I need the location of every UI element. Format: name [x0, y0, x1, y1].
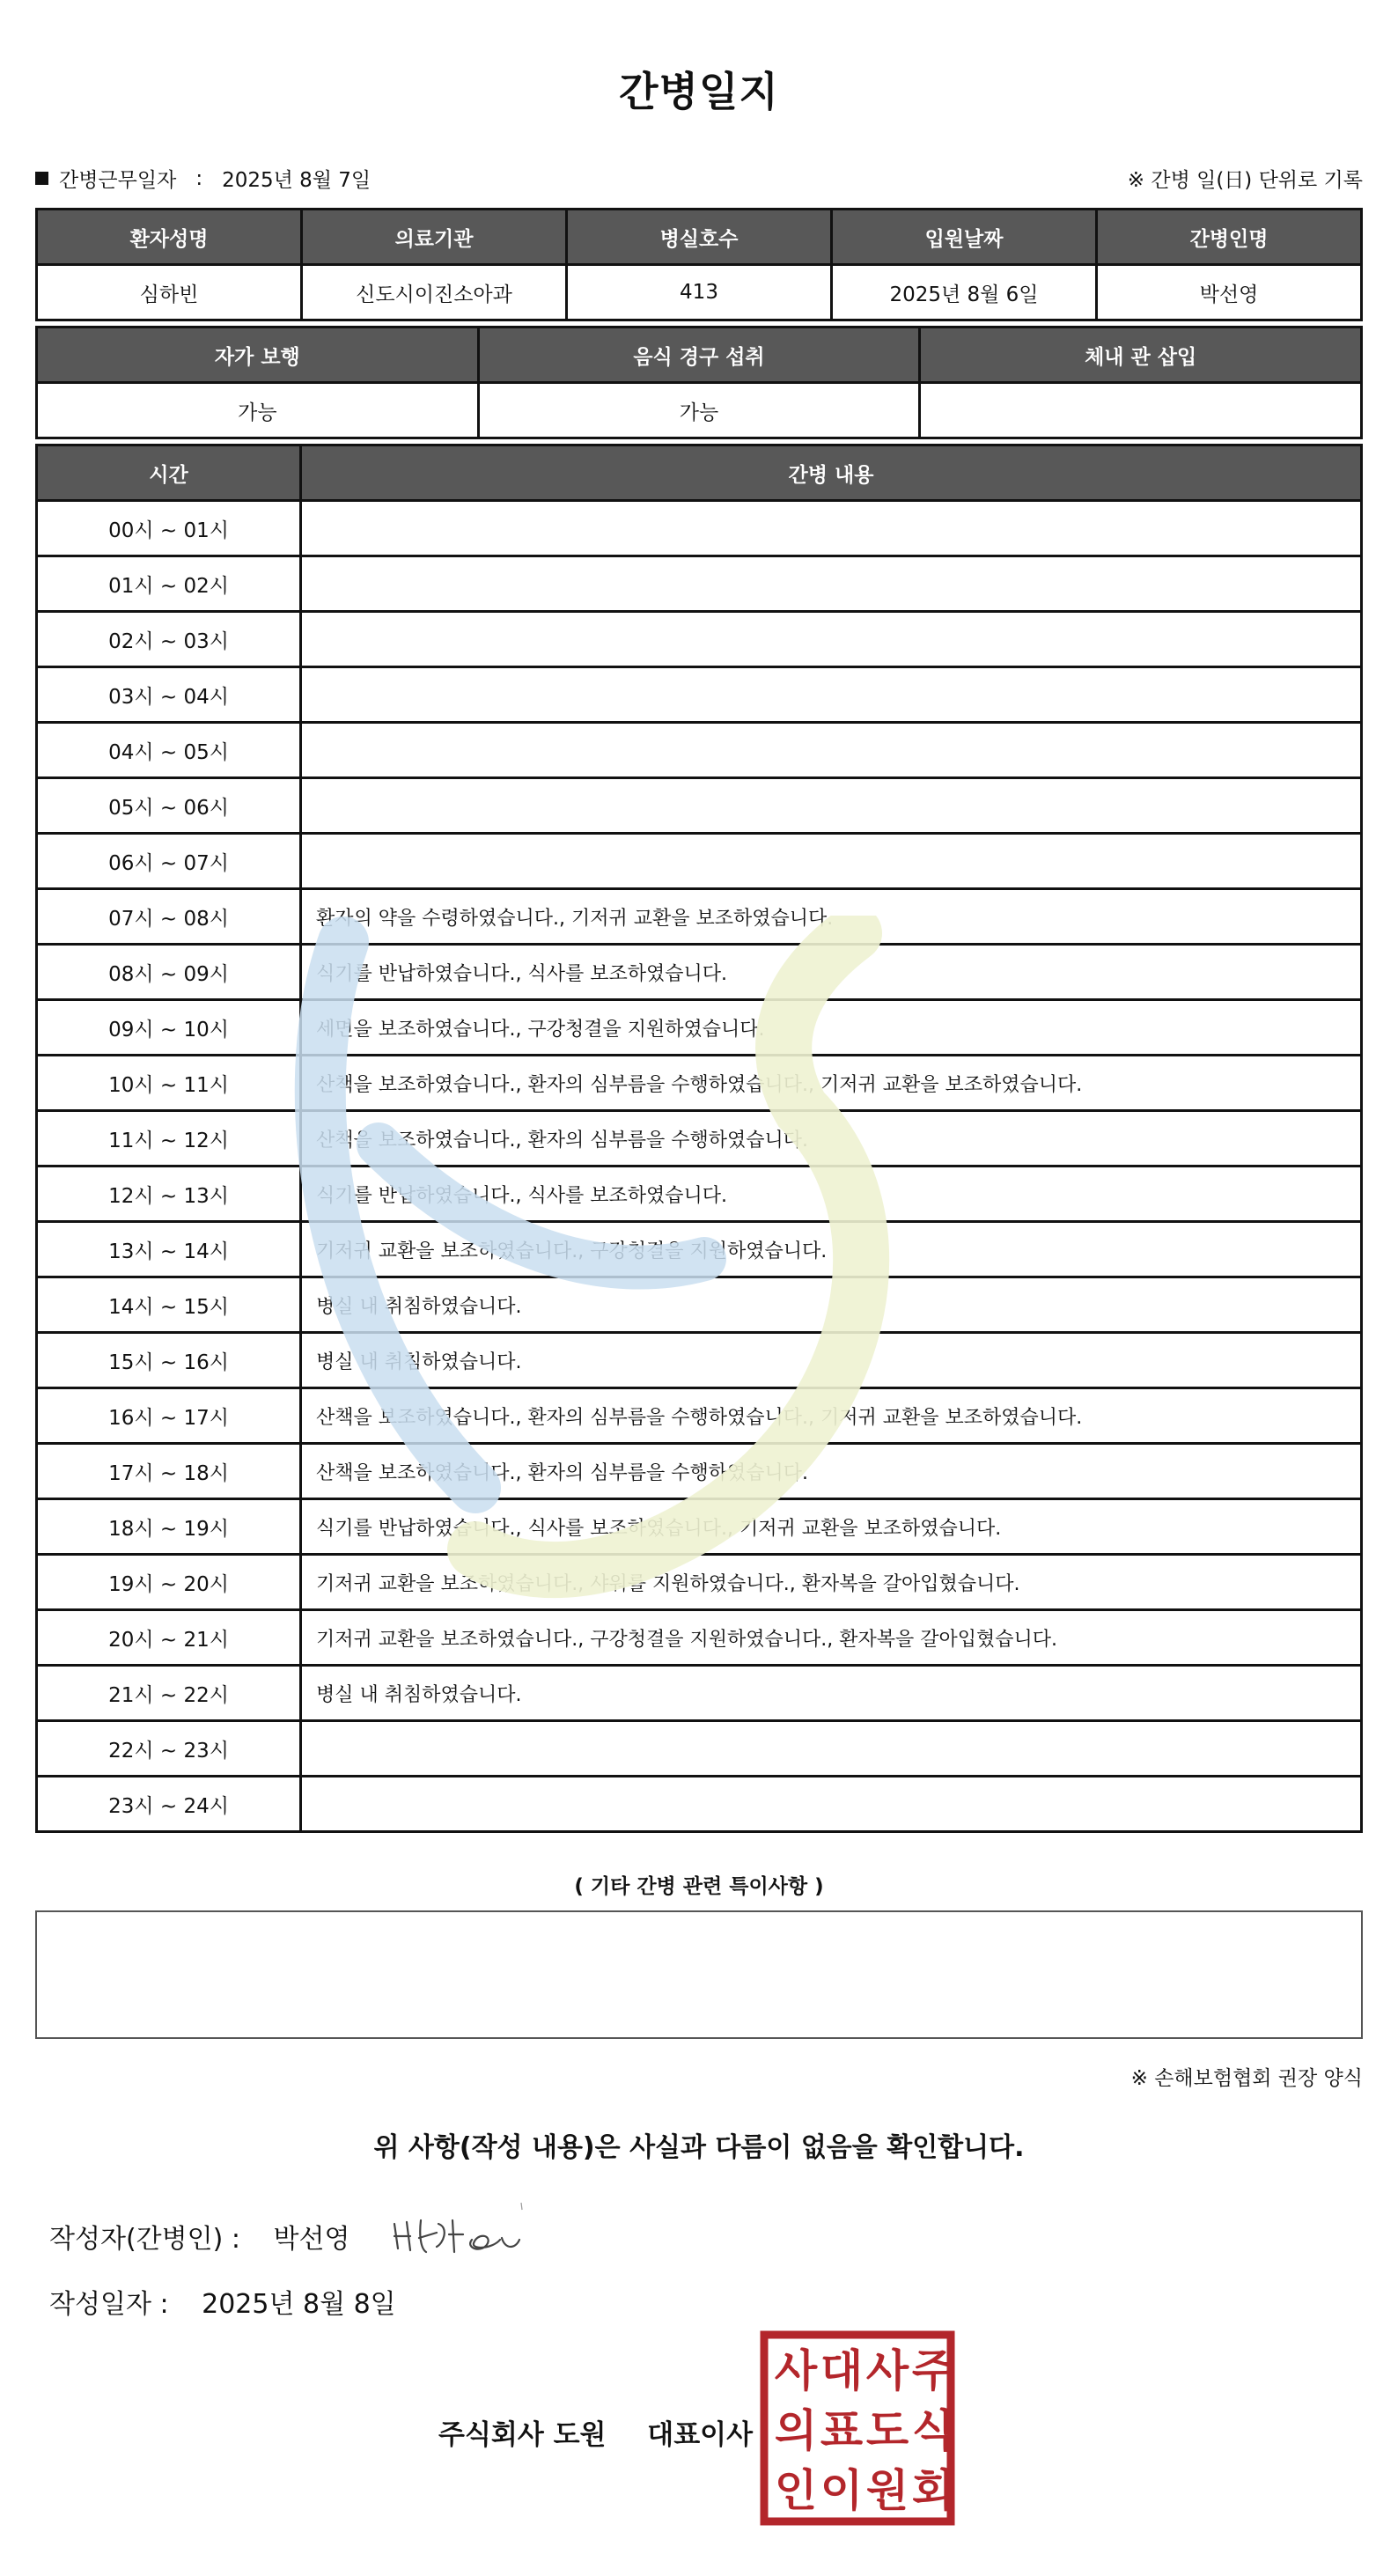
table-row [37, 1444, 1362, 1499]
care-content-cell: 산책을 보조하였습니다., 환자의 심부름을 수행하였습니다. [301, 1444, 1362, 1499]
seal-character: 대 [820, 2345, 864, 2396]
time-cell: 03시 ~ 04시 [37, 667, 301, 723]
time-cell: 13시 ~ 14시 [37, 1222, 301, 1277]
seal-character: 도 [865, 2405, 909, 2456]
signature-image [387, 2197, 537, 2268]
care-content-cell: 산책을 보조하였습니다., 환자의 심부름을 수행하였습니다., 기저귀 교환을 보조하였습니다. [301, 1056, 1362, 1111]
seal-character: 의 [774, 2405, 818, 2456]
room-number: 413 [567, 265, 832, 320]
work-date-separator: : [195, 166, 203, 190]
table-row [37, 1555, 1362, 1610]
writer-row [49, 2217, 350, 2256]
care-content-cell: 식기를 반납하였습니다., 식사를 보조하였습니다. [301, 1167, 1362, 1222]
document-title: 간병일지 [619, 68, 779, 115]
seal-character: 인 [774, 2465, 818, 2516]
ability-table [35, 326, 1363, 439]
form-note: ※ 손해보험협회 권장 양식 [1130, 2067, 1363, 2090]
care-content-cell: 산책을 보조하였습니다., 환자의 심부름을 수행하였습니다., 기저귀 교환을 보조하였습니다. [301, 1388, 1362, 1444]
company-representative: 대표이사 [647, 2419, 754, 2451]
table-row [37, 1333, 1362, 1388]
tube-insertion-value [920, 383, 1362, 438]
writer-name: 박선영 [273, 2224, 350, 2255]
care-content-cell [301, 834, 1362, 889]
header-patient-name: 환자성명 [37, 210, 302, 265]
table-row [37, 612, 1362, 667]
header-admission-date: 입원날짜 [832, 210, 1097, 265]
seal-character: 식 [911, 2405, 955, 2456]
time-cell: 06시 ~ 07시 [37, 834, 301, 889]
care-log-table [35, 444, 1363, 1833]
table-row [37, 1222, 1362, 1277]
table-row [37, 1388, 1362, 1444]
table-row [37, 1666, 1362, 1721]
care-content-cell [301, 1721, 1362, 1777]
care-content-cell: 기저귀 교환을 보조하였습니다., 구강청결을 지원하였습니다. [301, 1222, 1362, 1277]
record-note: ※ 간병 일(日) 단위로 기록 [1127, 169, 1363, 192]
care-content-cell: 식기를 반납하였습니다., 식사를 보조하였습니다., 기저귀 교환을 보조하였습니다. [301, 1499, 1362, 1555]
confirmation-statement: 위 사항(작성 내용)은 사실과 다름이 없음을 확인합니다. [373, 2132, 1025, 2163]
table-row [37, 1167, 1362, 1222]
work-date-label: 간병근무일자 [59, 169, 177, 192]
care-content-cell [301, 667, 1362, 723]
header-care-content: 간병 내용 [301, 445, 1362, 501]
table-row [37, 1721, 1362, 1777]
time-cell: 10시 ~ 11시 [37, 1056, 301, 1111]
oral-intake-value: 가능 [478, 383, 920, 438]
seal-character: 사 [774, 2345, 818, 2396]
seal-character: 회 [911, 2465, 955, 2516]
writer-label: 작성자(간병인) : [49, 2224, 240, 2255]
table-row [37, 778, 1362, 834]
time-cell: 02시 ~ 03시 [37, 612, 301, 667]
company-seal-icon [759, 2329, 956, 2527]
time-cell: 01시 ~ 02시 [37, 556, 301, 612]
written-date-row [49, 2282, 396, 2321]
seal-character: 이 [820, 2465, 864, 2516]
time-cell: 21시 ~ 22시 [37, 1666, 301, 1721]
header-caregiver-name: 간병인명 [1097, 210, 1362, 265]
time-cell: 16시 ~ 17시 [37, 1388, 301, 1444]
time-cell: 20시 ~ 21시 [37, 1610, 301, 1666]
table-row [37, 1777, 1362, 1832]
table-row [37, 1277, 1362, 1333]
care-content-cell: 병실 내 취침하였습니다. [301, 1333, 1362, 1388]
care-content-cell [301, 501, 1362, 556]
care-content-cell: 기저귀 교환을 보조하였습니다., 샤워를 지원하였습니다., 환자복을 갈아입혔습니다. [301, 1555, 1362, 1610]
header-oral-intake: 음식 경구 섭취 [478, 328, 920, 383]
care-content-cell: 식기를 반납하였습니다., 식사를 보조하였습니다. [301, 945, 1362, 1000]
table-row [37, 501, 1362, 556]
seal-character: 표 [820, 2405, 864, 2456]
care-content-cell: 환자의 약을 수령하였습니다., 기저귀 교환을 보조하였습니다. [301, 889, 1362, 945]
remarks-title: ( 기타 간병 관련 특이사항 ) [574, 1875, 824, 1898]
company-name: 주식회사 도원 [438, 2419, 607, 2451]
patient-info-table [35, 208, 1363, 321]
patient-name: 심하빈 [37, 265, 302, 320]
caregiver-name: 박선영 [1097, 265, 1362, 320]
table-row [37, 1499, 1362, 1555]
care-content-cell [301, 778, 1362, 834]
time-cell: 17시 ~ 18시 [37, 1444, 301, 1499]
time-cell: 18시 ~ 19시 [37, 1499, 301, 1555]
seal-character: 주 [911, 2345, 955, 2396]
self-walking-value: 가능 [37, 383, 479, 438]
time-cell: 12시 ~ 13시 [37, 1167, 301, 1222]
seal-character: 원 [865, 2465, 909, 2516]
table-row [37, 1056, 1362, 1111]
time-cell: 05시 ~ 06시 [37, 778, 301, 834]
care-content-cell [301, 1777, 1362, 1832]
care-content-cell [301, 612, 1362, 667]
table-row [37, 1610, 1362, 1666]
company-row [438, 2412, 753, 2452]
care-content-cell [301, 723, 1362, 778]
written-date-value: 2025년 8월 8일 [202, 2289, 396, 2320]
table-row [37, 945, 1362, 1000]
table-row [37, 667, 1362, 723]
work-date-value: 2025년 8월 7일 [222, 169, 372, 192]
care-content-cell: 병실 내 취침하였습니다. [301, 1277, 1362, 1333]
time-cell: 08시 ~ 09시 [37, 945, 301, 1000]
admission-date: 2025년 8월 6일 [832, 265, 1097, 320]
care-content-cell: 산책을 보조하였습니다., 환자의 심부름을 수행하였습니다. [301, 1111, 1362, 1167]
time-cell: 07시 ~ 08시 [37, 889, 301, 945]
time-cell: 11시 ~ 12시 [37, 1111, 301, 1167]
time-cell: 00시 ~ 01시 [37, 501, 301, 556]
bullet-square-icon [35, 172, 48, 185]
header-room-number: 병실호수 [567, 210, 832, 265]
table-row [37, 556, 1362, 612]
institution-name: 신도시이진소아과 [302, 265, 567, 320]
time-cell: 22시 ~ 23시 [37, 1721, 301, 1777]
time-cell: 15시 ~ 16시 [37, 1333, 301, 1388]
care-content-cell: 세면을 보조하였습니다., 구강청결을 지원하였습니다. [301, 1000, 1362, 1056]
time-cell: 14시 ~ 15시 [37, 1277, 301, 1333]
table-row [37, 723, 1362, 778]
work-date-row [35, 164, 371, 193]
care-content-cell [301, 556, 1362, 612]
header-institution: 의료기관 [302, 210, 567, 265]
time-cell: 04시 ~ 05시 [37, 723, 301, 778]
table-row [37, 834, 1362, 889]
seal-character: 사 [865, 2345, 909, 2396]
time-cell: 19시 ~ 20시 [37, 1555, 301, 1610]
table-row [37, 1111, 1362, 1167]
care-content-cell: 병실 내 취침하였습니다. [301, 1666, 1362, 1721]
table-row [37, 889, 1362, 945]
header-self-walking: 자가 보행 [37, 328, 479, 383]
care-content-cell: 기저귀 교환을 보조하였습니다., 구강청결을 지원하였습니다., 환자복을 갈아입혔습니다. [301, 1610, 1362, 1666]
header-time: 시간 [37, 445, 301, 501]
written-date-label: 작성일자 : [49, 2289, 169, 2320]
header-tube-insertion: 체내 관 삽입 [920, 328, 1362, 383]
time-cell: 23시 ~ 24시 [37, 1777, 301, 1832]
remarks-box [35, 1910, 1363, 2039]
time-cell: 09시 ~ 10시 [37, 1000, 301, 1056]
table-row [37, 1000, 1362, 1056]
